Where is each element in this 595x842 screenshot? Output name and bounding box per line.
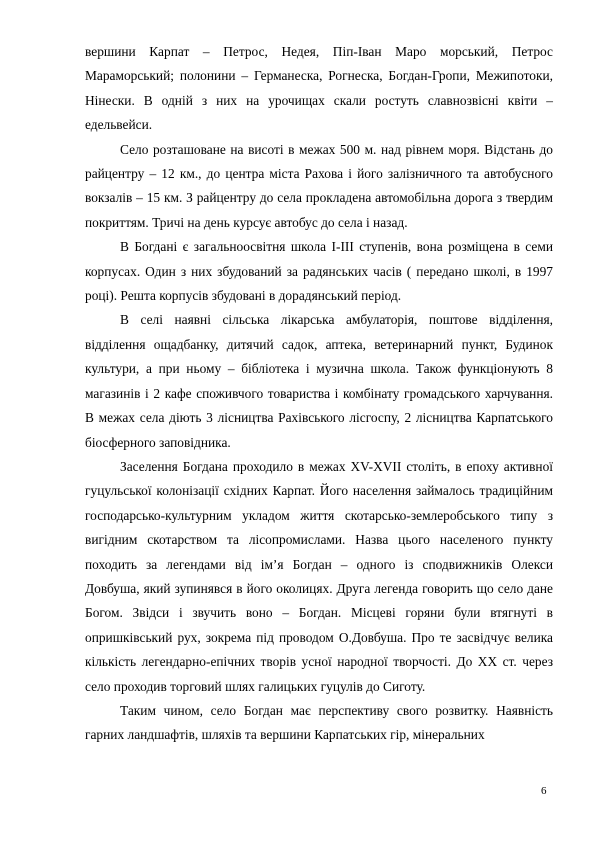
paragraph-school: В Богдані є загальноосвітня школа І-ІІІ ступенів, вона розміщена в семи корпусах. Один з них збудований за радянських часів ( передано школі, в 1997 році). Решта корпусів збудовані в дорадянський період. <box>85 239 553 304</box>
paragraph-location: Село розташоване на висоті в межах 500 м. над рівнем моря. Відстань до райцентру – 12 км., до центра міста Рахова і його залізничного та автобусного вокзалів – 15 км. З райцентру до села прокладена автомобільна дорога з твердим покриттям. Тричі на день курсує автобус до села і назад. <box>85 141 553 230</box>
page-number: 6 <box>541 785 547 797</box>
paragraph-conclusion: Таким чином, село Богдан має перспективу свого розвитку. Наявність гарних ландшафтів, шляхів та вершини Карпатських гір, мінеральних <box>85 702 553 743</box>
document-page <box>85 40 553 748</box>
paragraph-peaks: вершини Карпат – Петрос, Недея, Піп-Іван Маро морський, Петрос Мараморський; полонини – Германеска, Рогнеска, Богдан-Гропи, Межипотоки, Нінески. В одній з них на урочищах скали ростуть славнозвісні квіти – едельвейси. <box>85 44 553 133</box>
paragraph-facilities: В селі наявні сільська лікарська амбулаторія, поштове відділення, відділення ощадбанку, дитячий садок, аптека, ветеринарний пункт, Будинок культури, а при ньому – бібліотека і музична школа. Також функціонують 8 магазинів і 2 кафе споживчого товариства і комбінату громадського харчування. В межах села діють 3 лісництва Рахівського лісгоспу, 2 лісництва Карпатського біосферного заповідника. <box>85 312 553 450</box>
paragraph-history: Заселення Богдана проходило в межах XV-XVII століть, в епоху активної гуцульської колонізації східних Карпат. Його населення займалось традиційним господарсько-культурним укладом життя скотарсько-землеробського типу з вигідним скотарством та лісопромислами. Назва цього населеного пункту походить за легендами від ім’я Богдан – одного із сподвижників Олекси Довбуша, який зупинявся в його околицях. Друга легенда говорить що село дане Богом. Звідси і звучить воно – Богдан. Місцеві горяни були втягнуті в опришківський рух, зокрема під проводом О.Довбуша. Про те засвідчує велика кількість легендарно-епічних творів усної народної творчості. До XX ст. через село проходив торговий шлях галицьких гуцулів до Сиготу. <box>85 458 553 694</box>
